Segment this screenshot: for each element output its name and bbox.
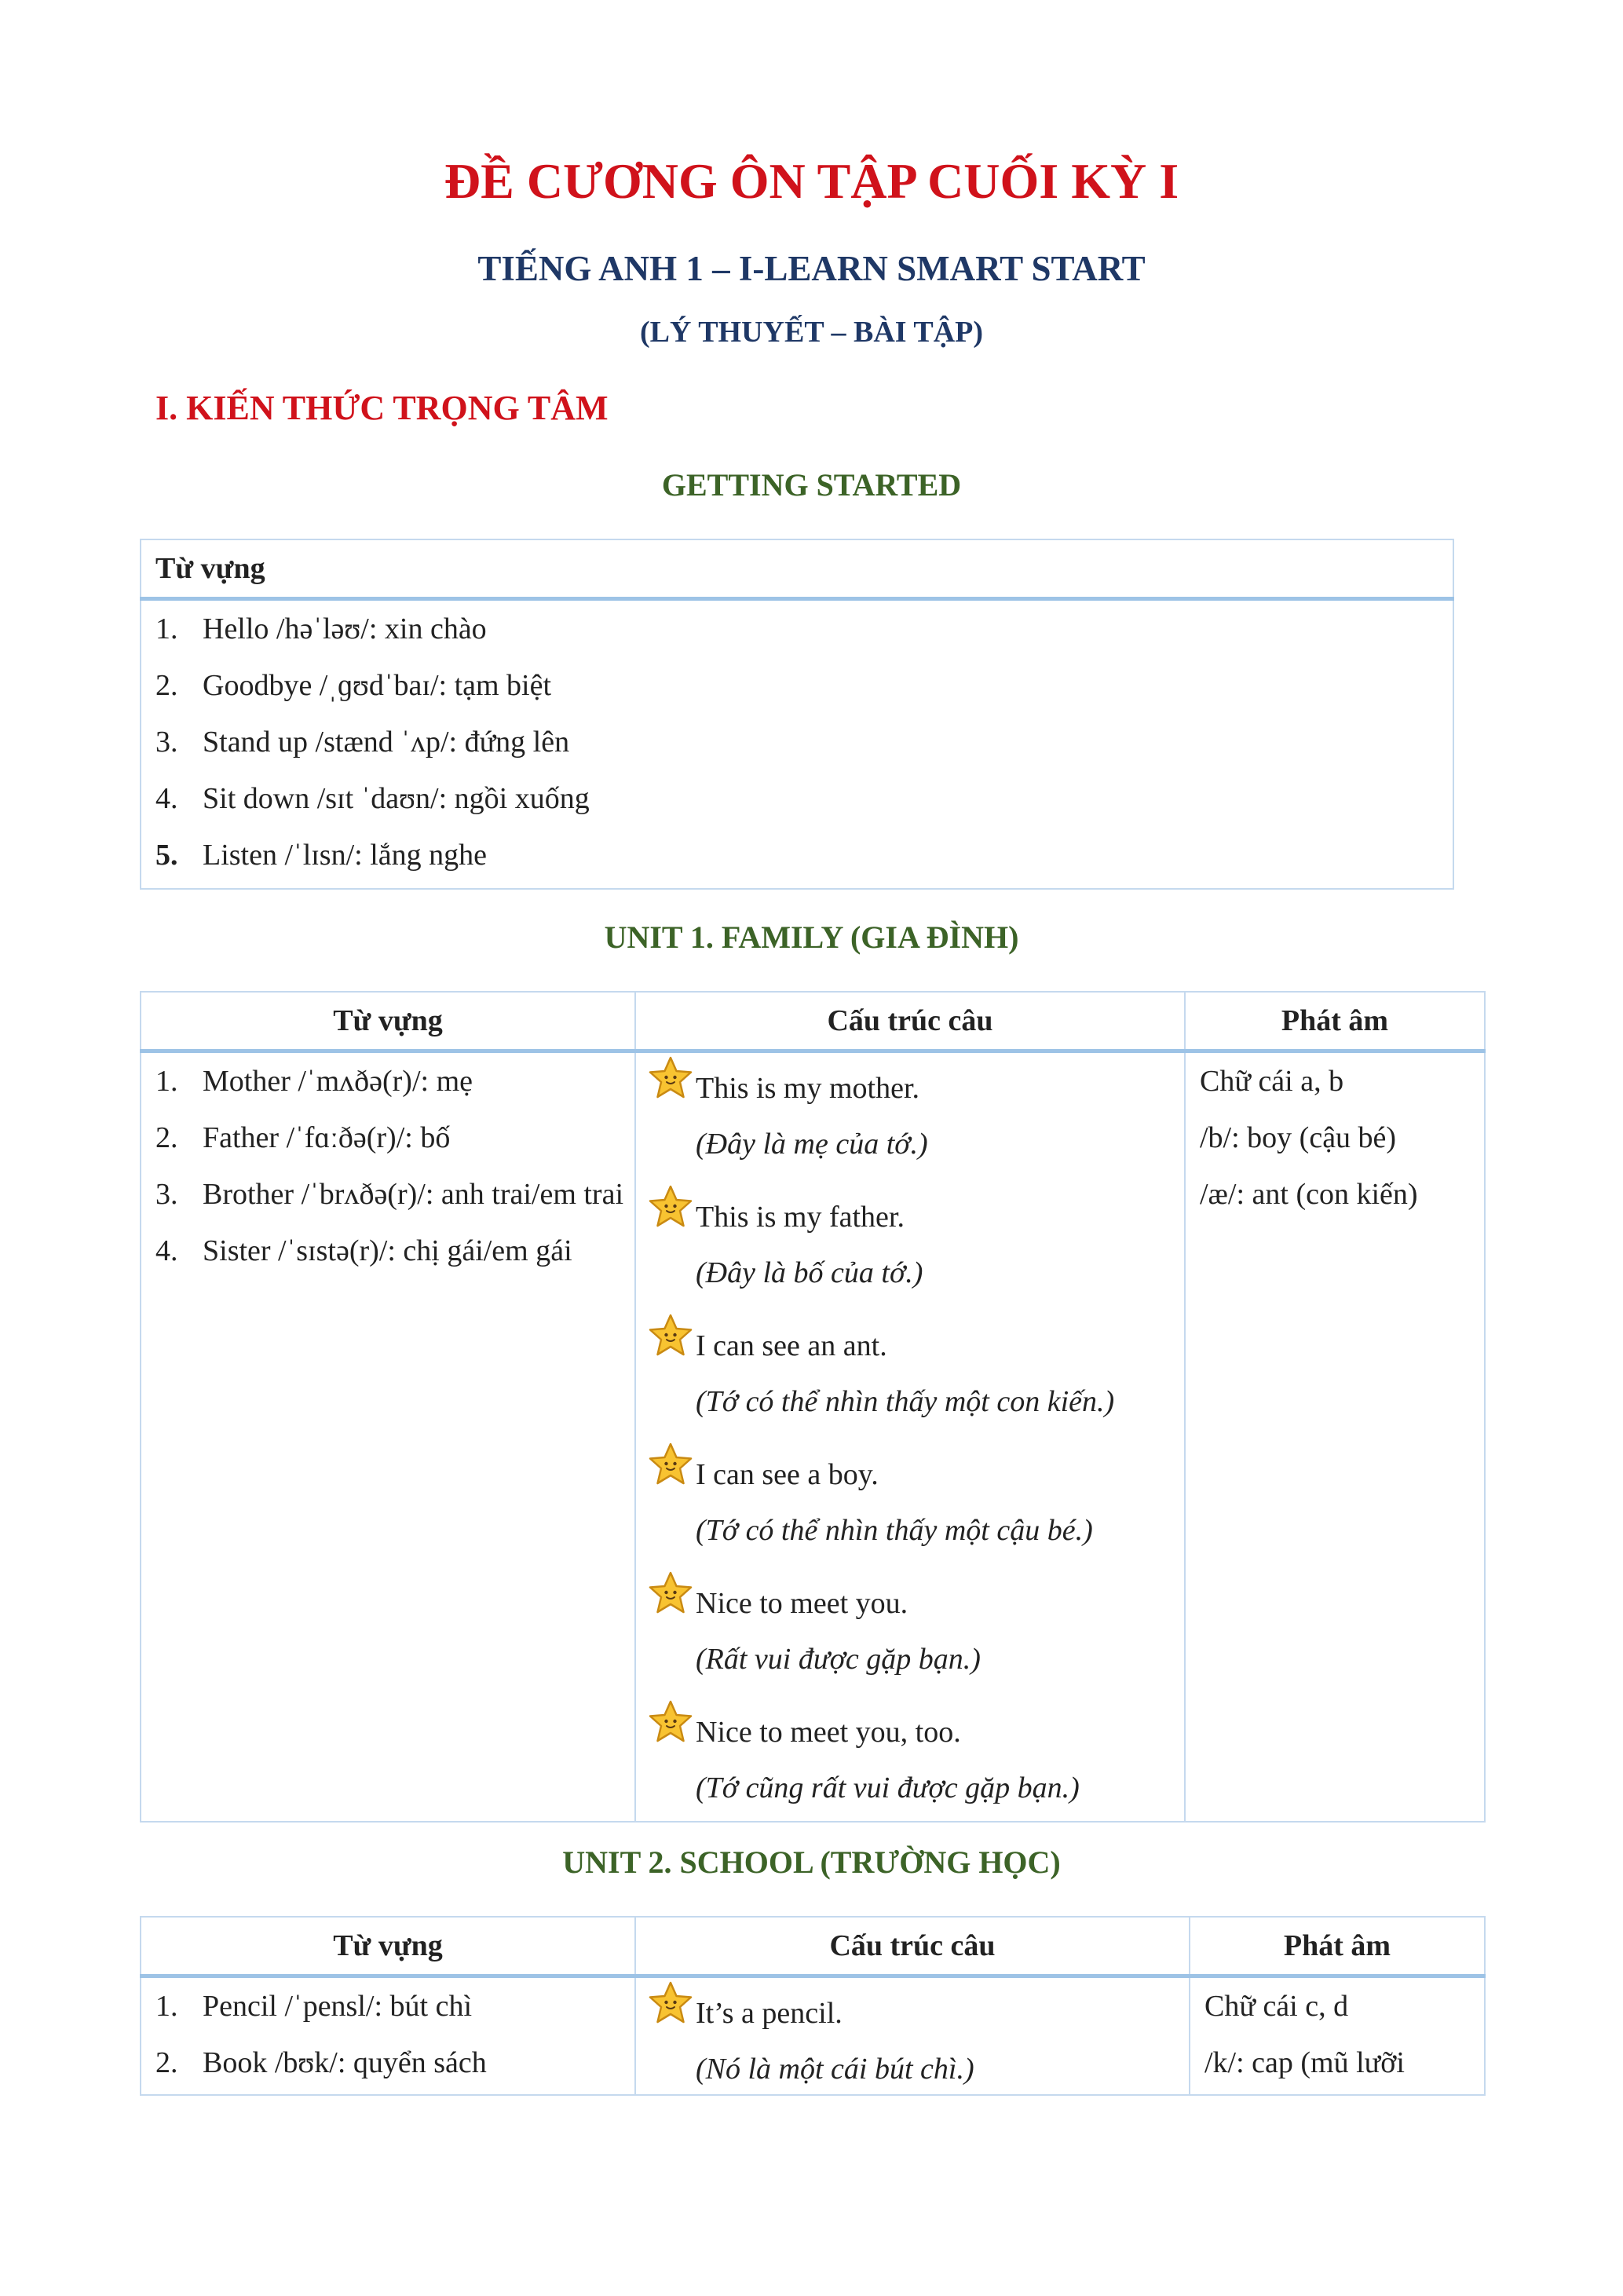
page-title: ĐỀ CƯƠNG ÔN TẬP CUỐI KỲ I [444,153,1179,209]
vocab-list [141,1053,634,1279]
table-header-row [141,1917,1485,1976]
item-text: Mother /ˈmʌðə(r)/: mẹ [203,1065,473,1098]
getting-started-heading: GETTING STARTED [661,467,962,503]
table-row [141,1976,1485,2096]
item-number: 3. [155,726,178,759]
pronunciation-line: /b/: boy (cậu bé) [1200,1121,1397,1154]
vocab-cell [141,1976,635,2096]
unit2-table [140,1916,1486,2096]
list-item [141,601,1453,657]
structure-english: Nice to meet you, too. [696,1716,961,1749]
structure-cell [635,1051,1185,1823]
pronunciation-column-header: Phát âm [1185,992,1485,1051]
unit1-table [140,991,1486,1823]
structure-item [647,1311,1178,1427]
pronunciation-line: /æ/: ant (con kiến) [1200,1178,1418,1211]
structure-item [647,1978,1183,2094]
item-text: Sit down /sɪt ˈdaʊn/: ngồi xuống [203,782,590,815]
list-item [141,1978,634,2035]
item-number: 1. [155,1065,178,1098]
vocab-cell [141,599,1453,890]
item-text: Book /bʊk/: quyển sách [203,2046,487,2079]
star-icon [647,1698,694,1746]
pronunciation-column-header: Phát âm [1190,1917,1485,1976]
vocab-column-header: Từ vựng [141,539,1453,599]
list-item [141,1166,634,1223]
item-number: 4. [155,782,178,815]
item-number: 2. [155,1121,178,1154]
table-header-row [141,539,1453,599]
structure-english: It’s a pencil. [696,1997,843,2030]
page-subtitle: TIẾNG ANH 1 – I-LEARN SMART START [477,249,1146,288]
section-heading: I. KIẾN THỨC TRỌNG TÂM [155,389,609,427]
table-header-row [141,992,1485,1051]
unit1-heading: UNIT 1. FAMILY (GIA ĐÌNH) [604,919,1019,955]
list-item [141,1110,634,1166]
getting-started-table [140,539,1454,890]
structure-item [647,1182,1178,1298]
structure-item [647,1439,1178,1556]
star-icon [647,1570,694,1617]
table-row [141,599,1453,890]
structure-column-header: Cấu trúc câu [635,992,1185,1051]
item-number: 2. [155,2046,178,2079]
structure-vietnamese: (Tớ có thể nhìn thấy một con kiến.) [696,1385,1115,1418]
list-item [141,827,1453,883]
list-item [141,1223,634,1279]
pronunciation-cell [1190,1976,1485,2096]
item-number: 1. [155,612,178,645]
item-number: 4. [155,1234,178,1267]
item-text: Stand up /stænd ˈʌp/: đứng lên [203,726,570,759]
star-icon [647,1055,694,1102]
unit2-heading: UNIT 2. SCHOOL (TRƯỜNG HỌC) [562,1844,1061,1880]
star-icon [647,1183,694,1230]
structure-vietnamese: (Nó là một cái bút chì.) [696,2053,974,2086]
list-item [141,657,1453,714]
pronunciation-cell [1185,1051,1485,1823]
list-item [141,770,1453,827]
structure-english: I can see a boy. [696,1458,879,1491]
pronunciation-line: Chữ cái a, b [1200,1065,1344,1098]
pronunciation-line: /k/: cap (mũ lưỡi [1204,2046,1405,2079]
vocab-column-header: Từ vựng [141,1917,635,1976]
page-subtitle-secondary: (LÝ THUYẾT – BÀI TẬP) [639,316,984,349]
star-icon [647,1312,694,1359]
structure-item [647,1697,1178,1813]
item-text: Hello /həˈləʊ/: xin chào [203,612,487,645]
item-text: Listen /ˈlɪsn/: lắng nghe [203,839,488,872]
list-item [141,2035,634,2091]
item-text: Goodbye /ˌɡʊdˈbaɪ/: tạm biệt [203,669,552,702]
structure-english: I can see an ant. [696,1329,887,1362]
structure-vietnamese: (Đây là bố của tớ.) [696,1256,923,1289]
item-number: 2. [155,669,178,702]
item-text: Pencil /ˈpensl/: bút chì [203,1990,473,2023]
table-row [141,1051,1485,1823]
item-number: 3. [155,1178,178,1211]
item-text: Father /ˈfɑːðə(r)/: bố [203,1121,451,1154]
structure-english: This is my mother. [696,1072,919,1105]
structure-vietnamese: (Đây là mẹ của tớ.) [696,1128,928,1161]
item-text: Sister /ˈsɪstə(r)/: chị gái/em gái [203,1234,572,1267]
structure-cell [635,1976,1190,2096]
vocab-column-header: Từ vựng [141,992,635,1051]
item-text: Brother /ˈbrʌðə(r)/: anh trai/em trai [203,1178,624,1211]
structure-item [647,1568,1178,1684]
structure-column-header: Cấu trúc câu [635,1917,1190,1976]
structure-vietnamese: (Rất vui được gặp bạn.) [696,1643,981,1676]
structure-vietnamese: (Tớ có thể nhìn thấy một cậu bé.) [696,1514,1093,1547]
pronunciation-line: Chữ cái c, d [1204,1990,1349,2023]
star-icon [647,1441,694,1488]
vocab-list [141,601,1453,883]
vocab-list [141,1978,634,2091]
structure-item [647,1053,1178,1169]
list-item [141,1053,634,1110]
item-number: 5. [155,839,178,872]
vocab-cell [141,1051,635,1823]
structure-english: Nice to meet you. [696,1587,908,1620]
list-item [141,714,1453,770]
star-icon [647,1980,694,2027]
structure-english: This is my father. [696,1201,905,1234]
structure-vietnamese: (Tớ cũng rất vui được gặp bạn.) [696,1771,1080,1804]
item-number: 1. [155,1990,178,2023]
